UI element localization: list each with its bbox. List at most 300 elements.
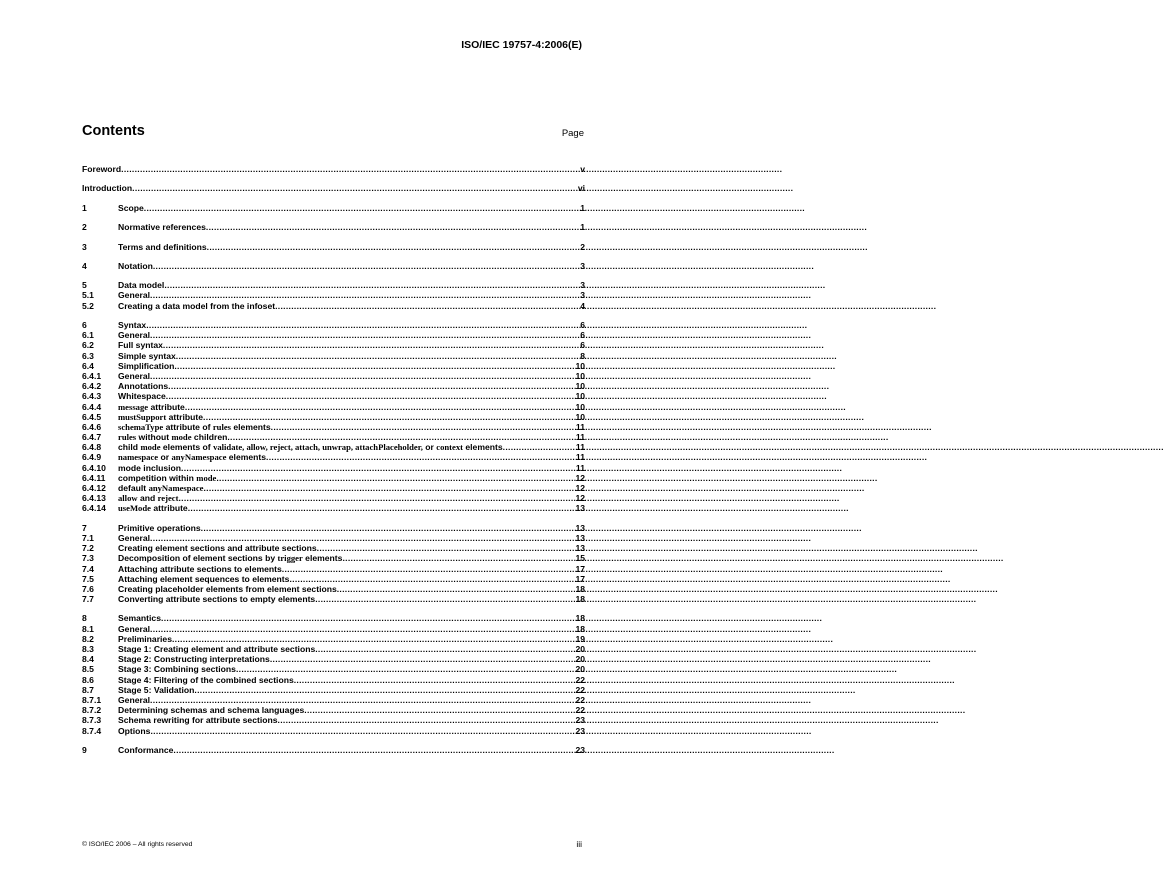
toc-entry-number: 6.4 — [82, 360, 94, 371]
toc-entry[interactable] — [82, 644, 585, 654]
page-header: ISO/IEC 19757-4:2006(E) — [461, 39, 582, 51]
toc-entry-text: General — [118, 290, 151, 301]
toc-entry-page: 12 — [575, 483, 585, 493]
toc-entry-title — [118, 675, 294, 685]
toc-leader-dots — [144, 203, 579, 213]
toc-entry-text: children — [191, 432, 228, 443]
toc-entry-title — [118, 301, 275, 311]
toc-entry-code-term: reject — [157, 493, 179, 504]
toc-entry-page: 20 — [575, 644, 585, 654]
toc-entry-code-term: mustSupport — [118, 411, 167, 422]
toc-leader-dots — [275, 301, 579, 311]
toc-leader-dots — [203, 483, 574, 493]
toc-entry-number: 6 — [82, 320, 87, 330]
toc-leader-dots — [278, 715, 575, 725]
toc-entry-page: 12 — [575, 472, 585, 483]
toc-entry-number: 6.4.12 — [82, 483, 106, 493]
toc-entry-code-term: anyNamespace — [171, 452, 227, 463]
toc-entry-page: 11 — [575, 452, 585, 463]
toc-entry-code-term: allow — [118, 493, 138, 504]
toc-entry-text: Schema rewriting for attribute sections — [118, 715, 278, 726]
toc-entry-number: 8.6 — [82, 674, 94, 685]
toc-entry-page: 4 — [580, 300, 585, 311]
toc-entry-number: 3 — [82, 241, 87, 252]
toc-entry-page: 10 — [575, 370, 585, 381]
toc-entry-number: 5.2 — [82, 300, 94, 311]
toc-entry-page: vi — [577, 183, 585, 194]
toc-entry-text: elements — [462, 442, 503, 453]
toc-leader-dots — [181, 463, 575, 473]
toc-entry-page: 6 — [580, 340, 585, 351]
toc-entry-title — [118, 745, 173, 755]
toc-entry-page: 10 — [575, 401, 585, 412]
toc-entry-text: Options — [118, 725, 151, 736]
toc-leader-dots — [271, 422, 575, 432]
toc-entry-text: Foreword — [82, 164, 122, 174]
toc-entry-number: 7.6 — [82, 583, 94, 594]
toc-entry-number: 8.7.4 — [82, 725, 102, 736]
toc-entry-text: Primitive operations — [118, 522, 201, 533]
toc-entry-page: 22 — [575, 684, 585, 695]
toc-entry-number: 1 — [82, 202, 87, 213]
toc-entry-title — [118, 503, 188, 513]
toc-leader-dots — [153, 261, 579, 271]
toc-entry-title — [118, 361, 174, 371]
toc-entry-page: 10 — [575, 391, 585, 402]
toc-entry[interactable] — [82, 473, 585, 483]
toc-entry-text: Preliminaries — [118, 633, 172, 644]
toc-entry-title — [118, 340, 163, 350]
toc-entry-number: 7.4 — [82, 563, 94, 574]
toc-entry[interactable] — [82, 745, 585, 755]
toc-entry-text: Attaching attribute sections to elements — [118, 563, 282, 574]
toc-entry[interactable] — [82, 695, 585, 705]
toc-entry-number: 7.7 — [82, 594, 94, 605]
page-number: iii — [576, 839, 582, 849]
copyright-notice: © ISO/IEC 2006 – All rights reserved — [82, 841, 193, 848]
toc-leader-dots — [304, 705, 574, 715]
toc-leader-dots — [166, 391, 575, 401]
toc-leader-dots — [150, 330, 579, 340]
toc-entry[interactable] — [82, 654, 585, 664]
toc-entry-title — [118, 613, 161, 623]
toc-entry-number: 6.3 — [82, 350, 94, 361]
toc-entry-page: 3 — [580, 280, 585, 291]
toc-entry-title — [118, 320, 146, 330]
toc-entry-text: Conformance — [118, 744, 174, 755]
toc-entry[interactable] — [82, 164, 585, 174]
toc-entry-number: 8.5 — [82, 664, 94, 675]
toc-entry-page: 6 — [580, 330, 585, 341]
toc-entry-code-term: trigger — [277, 553, 303, 564]
toc-entry-page: 18 — [575, 594, 585, 605]
toc-entry-title — [118, 402, 185, 412]
toc-entry-page: 13 — [575, 522, 585, 533]
toc-entry-title — [118, 412, 203, 422]
toc-entry-text: or — [422, 442, 437, 453]
toc-entry-page: 18 — [575, 623, 585, 634]
toc-entry-page: 3 — [580, 260, 585, 271]
toc-leader-dots — [207, 242, 580, 252]
toc-entry-text: Annotations — [118, 381, 169, 392]
toc-entry-title — [118, 442, 503, 452]
toc-entry[interactable] — [82, 564, 585, 574]
toc-entry-text: Stage 2: Constructing interpretations — [118, 654, 270, 665]
toc-leader-dots — [194, 685, 574, 695]
toc-entry-title — [118, 351, 176, 361]
toc-entry-number: 7 — [82, 522, 87, 533]
toc-leader-dots — [176, 351, 579, 361]
toc-entry[interactable] — [82, 533, 585, 543]
toc-entry[interactable] — [82, 624, 585, 634]
toc-entry-text: attribute — [148, 401, 185, 412]
toc-entry-page: 23 — [575, 744, 585, 755]
toc-entry[interactable] — [82, 320, 585, 330]
toc-entry[interactable] — [82, 290, 585, 300]
toc-entry-text: Whitespace — [118, 391, 166, 402]
toc-entry-code-term: mode — [196, 472, 217, 483]
toc-entry-number: 6.4.6 — [82, 421, 102, 432]
toc-entry[interactable] — [82, 222, 585, 232]
toc-entry[interactable] — [82, 463, 585, 473]
toc-entry-title — [118, 391, 166, 401]
toc-entry-title — [118, 715, 278, 725]
toc-entry[interactable] — [82, 664, 585, 674]
toc-entry-page: 2 — [580, 241, 585, 252]
toc-entry-text: default — [118, 483, 149, 493]
toc-entry[interactable] — [82, 543, 585, 553]
toc-entry-code-term: rules — [118, 432, 137, 443]
toc-entry-text: Data model — [118, 280, 165, 291]
toc-entry-title — [82, 164, 121, 174]
toc-entry-page: 17 — [575, 573, 585, 584]
toc-entry-title — [118, 203, 144, 213]
toc-entry-code-term: rules — [212, 421, 231, 432]
toc-entry-text: elements — [302, 553, 343, 564]
toc-entry-title — [118, 685, 194, 695]
toc-leader-dots — [150, 695, 574, 705]
toc-entry[interactable] — [82, 391, 585, 401]
toc-leader-dots — [188, 503, 575, 513]
toc-entry-title — [118, 726, 150, 736]
toc-entry[interactable] — [82, 261, 585, 271]
toc-entry-number: 7.1 — [82, 532, 94, 543]
toc-entry-number: 6.4.1 — [82, 370, 102, 381]
toc-entry-title — [118, 523, 201, 533]
toc-leader-dots — [163, 340, 579, 350]
toc-entry-number: 6.4.13 — [82, 493, 106, 504]
toc-entry-text: Stage 5: Validation — [118, 684, 195, 695]
toc-entry-page: 1 — [580, 222, 585, 233]
toc-entry-title — [118, 564, 282, 574]
toc-entry[interactable] — [82, 412, 585, 422]
toc-entry-title — [118, 261, 153, 271]
toc-entry[interactable] — [82, 402, 585, 412]
toc-entry-number: 6.1 — [82, 330, 94, 341]
toc-entry[interactable] — [82, 301, 585, 311]
toc-entry-code-term: validate, allow, reject, attach, unwrap, attachPlaceholder, — [213, 442, 423, 453]
toc-entry-page: 11 — [575, 432, 585, 443]
toc-entry-text: Terms and definitions — [118, 241, 207, 252]
toc-entry-text: Stage 1: Creating element and attribute sections — [118, 644, 316, 654]
toc-entry-page: 13 — [575, 543, 585, 554]
toc-entry-code-term: namespace — [118, 452, 159, 463]
toc-entry-title — [118, 463, 181, 473]
toc-entry-title — [118, 543, 317, 553]
toc-leader-dots — [315, 644, 574, 654]
toc-leader-dots — [282, 564, 575, 574]
toc-entry-number: 6.4.14 — [82, 503, 106, 514]
toc-entry-text: mode inclusion — [118, 462, 182, 473]
toc-entry-text: Scope — [118, 202, 144, 213]
toc-entry[interactable] — [82, 594, 585, 604]
toc-entry[interactable] — [82, 675, 585, 685]
toc-entry-number: 5 — [82, 280, 87, 291]
toc-entry-title — [118, 705, 304, 715]
toc-entry-title — [118, 644, 315, 654]
toc-entry-text: child — [118, 442, 141, 453]
toc-leader-dots — [342, 553, 574, 563]
toc-entry-page: 23 — [575, 725, 585, 736]
toc-entry-title — [118, 553, 342, 563]
toc-entry-number: 8.3 — [82, 644, 94, 654]
contents-heading: Contents — [82, 123, 145, 139]
toc-entry-number: 6.4.4 — [82, 401, 102, 412]
toc-entry[interactable] — [82, 280, 585, 290]
toc-entry-text: attribute — [166, 411, 204, 422]
toc-leader-dots — [337, 584, 575, 594]
toc-leader-dots — [185, 402, 575, 412]
toc-entry-page: 23 — [575, 715, 585, 726]
toc-entry-page: 11 — [575, 421, 585, 432]
toc-entry-text: attribute of — [163, 421, 213, 432]
toc-entry-code-term: mode — [140, 442, 161, 453]
toc-leader-dots — [174, 361, 574, 371]
toc-entry-number: 8.4 — [82, 654, 94, 665]
toc-entry-text: Full syntax — [118, 340, 163, 351]
toc-entry-title — [118, 634, 172, 644]
toc-leader-dots — [173, 745, 574, 755]
table-of-contents — [82, 164, 585, 755]
toc-entry-page: 11 — [575, 462, 585, 473]
toc-entry[interactable] — [82, 203, 585, 213]
page-column-label: Page — [561, 128, 584, 139]
toc-leader-dots — [315, 594, 574, 604]
toc-entry-page: 17 — [575, 563, 585, 574]
toc-entry-text: Creating placeholder elements from element sections — [118, 583, 337, 594]
toc-entry-number: 9 — [82, 744, 87, 755]
toc-entry[interactable] — [82, 242, 585, 252]
toc-entry[interactable] — [82, 452, 585, 462]
toc-leader-dots — [236, 664, 574, 674]
toc-entry-text: Stage 4: Filtering of the combined sections — [118, 674, 294, 685]
toc-entry[interactable] — [82, 361, 585, 371]
toc-entry-text: without — [136, 432, 172, 443]
toc-entry-page: 10 — [575, 360, 585, 371]
toc-leader-dots — [150, 624, 574, 634]
toc-entry-number: 8.2 — [82, 633, 94, 644]
toc-leader-dots — [146, 320, 579, 330]
toc-entry[interactable] — [82, 705, 585, 715]
toc-entry-number: 6.4.5 — [82, 411, 102, 422]
toc-entry-number: 7.3 — [82, 553, 94, 564]
toc-entry-number: 2 — [82, 222, 87, 233]
toc-entry-text: Notation — [118, 260, 153, 271]
toc-entry-title — [118, 594, 315, 604]
toc-entry-number: 8.7 — [82, 684, 94, 695]
toc-entry-number: 8 — [82, 613, 87, 624]
toc-leader-dots — [206, 222, 579, 232]
toc-entry[interactable] — [82, 183, 585, 193]
toc-entry-number: 6.2 — [82, 340, 94, 351]
toc-entry-text: Creating a data model from the infoset — [118, 300, 276, 311]
toc-entry-page: 18 — [575, 583, 585, 594]
toc-entry-code-term: schemaType — [118, 421, 164, 432]
toc-entry[interactable] — [82, 432, 585, 442]
toc-entry-title — [118, 584, 337, 594]
toc-entry[interactable] — [82, 371, 585, 381]
toc-entry-title — [118, 432, 227, 442]
toc-entry-page: 13 — [575, 503, 585, 514]
toc-entry-text: Creating element sections and attribute sections — [118, 543, 317, 554]
toc-leader-dots — [294, 675, 575, 685]
toc-entry-title — [118, 381, 168, 391]
toc-entry-code-term: useMode — [118, 503, 151, 514]
toc-entry-text: elements — [231, 421, 271, 432]
toc-entry[interactable] — [82, 483, 585, 493]
toc-entry-page: 8 — [580, 350, 585, 361]
toc-entry-number: 4 — [82, 260, 87, 271]
toc-leader-dots — [150, 726, 574, 736]
toc-entry-text: Syntax — [118, 320, 147, 330]
toc-entry-page: 19 — [575, 633, 585, 644]
toc-leader-dots — [132, 183, 577, 193]
toc-entry-number: 6.4.7 — [82, 432, 102, 443]
toc-entry-code-term: context — [436, 442, 463, 453]
toc-entry-page: 3 — [580, 290, 585, 301]
toc-entry-title — [118, 695, 150, 705]
toc-entry[interactable] — [82, 493, 585, 503]
toc-entry-number: 6.4.2 — [82, 381, 102, 392]
toc-entry-text: Semantics — [118, 613, 161, 624]
toc-entry-title — [118, 422, 271, 432]
toc-entry[interactable] — [82, 503, 585, 513]
toc-leader-dots — [164, 280, 579, 290]
toc-entry[interactable] — [82, 584, 585, 594]
toc-entry[interactable] — [82, 715, 585, 725]
toc-entry[interactable] — [82, 330, 585, 340]
toc-leader-dots — [121, 164, 579, 174]
toc-entry-number: 8.7.1 — [82, 694, 102, 705]
toc-entry-page: 13 — [575, 532, 585, 543]
toc-entry-title — [118, 533, 150, 543]
toc-leader-dots — [503, 442, 575, 452]
toc-entry-title — [118, 242, 207, 252]
toc-entry[interactable] — [82, 442, 585, 452]
toc-leader-dots — [216, 473, 574, 483]
toc-leader-dots — [150, 533, 574, 543]
toc-entry-title — [118, 330, 150, 340]
toc-entry-number: 6.4.3 — [82, 391, 102, 402]
toc-entry-text: Determining schemas and schema languages — [118, 705, 305, 716]
toc-leader-dots — [289, 574, 574, 584]
toc-entry-text: or — [158, 452, 172, 463]
toc-leader-dots — [178, 493, 574, 503]
toc-leader-dots — [172, 634, 574, 644]
toc-entry-text: General — [118, 370, 151, 381]
toc-entry[interactable] — [82, 351, 585, 361]
toc-entry[interactable] — [82, 613, 585, 623]
toc-entry-page: v — [580, 164, 585, 174]
toc-entry-title — [82, 183, 132, 193]
toc-entry-number: 7.5 — [82, 573, 94, 584]
toc-leader-dots — [161, 613, 574, 623]
toc-entry-page: 22 — [575, 694, 585, 705]
toc-entry-text: Simplification — [118, 360, 175, 371]
toc-entry-code-term: message — [118, 401, 149, 412]
toc-entry[interactable] — [82, 553, 585, 563]
toc-entry-number: 8.7.2 — [82, 705, 102, 716]
toc-entry-title — [118, 654, 270, 664]
toc-entry-title — [118, 473, 216, 483]
toc-leader-dots — [150, 290, 579, 300]
toc-entry-text: and — [137, 493, 158, 504]
toc-entry[interactable] — [82, 685, 585, 695]
toc-entry-text: Decomposition of element sections by — [118, 553, 278, 564]
toc-entry[interactable] — [82, 340, 585, 350]
toc-entry-text: Introduction — [82, 183, 133, 194]
toc-entry-page: 22 — [575, 705, 585, 716]
toc-entry-code-term: anyNamespace — [148, 483, 204, 493]
toc-entry-title — [118, 483, 203, 493]
toc-entry-title — [118, 664, 236, 674]
toc-entry[interactable] — [82, 634, 585, 644]
toc-entry-page: 15 — [575, 553, 585, 564]
toc-entry-number: 6.4.8 — [82, 442, 102, 453]
toc-entry-title — [118, 452, 266, 462]
toc-entry-text: General — [118, 330, 151, 341]
toc-entry-page: 6 — [580, 320, 585, 330]
toc-entry-page: 1 — [580, 202, 585, 213]
toc-entry-text: Normative references — [118, 222, 206, 233]
toc-entry-number: 5.1 — [82, 290, 94, 301]
toc-entry[interactable] — [82, 422, 585, 432]
toc-entry-page: 18 — [575, 613, 585, 624]
toc-entry-page: 12 — [575, 493, 585, 504]
toc-entry-number: 6.4.10 — [82, 462, 106, 473]
toc-entry[interactable] — [82, 574, 585, 584]
toc-entry-page: 10 — [575, 381, 585, 392]
toc-entry[interactable] — [82, 381, 585, 391]
toc-entry-number: 8.1 — [82, 623, 94, 634]
toc-entry-text: Stage 3: Combining sections — [118, 664, 236, 675]
toc-entry-title — [118, 574, 289, 584]
toc-entry-title — [118, 493, 178, 503]
toc-leader-dots — [227, 432, 575, 442]
toc-entry-text: Attaching element sequences to elements — [118, 573, 290, 584]
toc-entry-page: 20 — [575, 654, 585, 665]
toc-entry-title — [118, 280, 164, 290]
toc-entry-text: competition within — [118, 472, 197, 483]
toc-leader-dots — [168, 381, 574, 391]
toc-leader-dots — [150, 371, 574, 381]
toc-entry-text: General — [118, 532, 151, 543]
toc-entry[interactable] — [82, 523, 585, 533]
toc-leader-dots — [203, 412, 574, 422]
toc-entry[interactable] — [82, 726, 585, 736]
toc-entry-number: 7.2 — [82, 543, 94, 554]
toc-entry-code-term: mode — [171, 432, 192, 443]
